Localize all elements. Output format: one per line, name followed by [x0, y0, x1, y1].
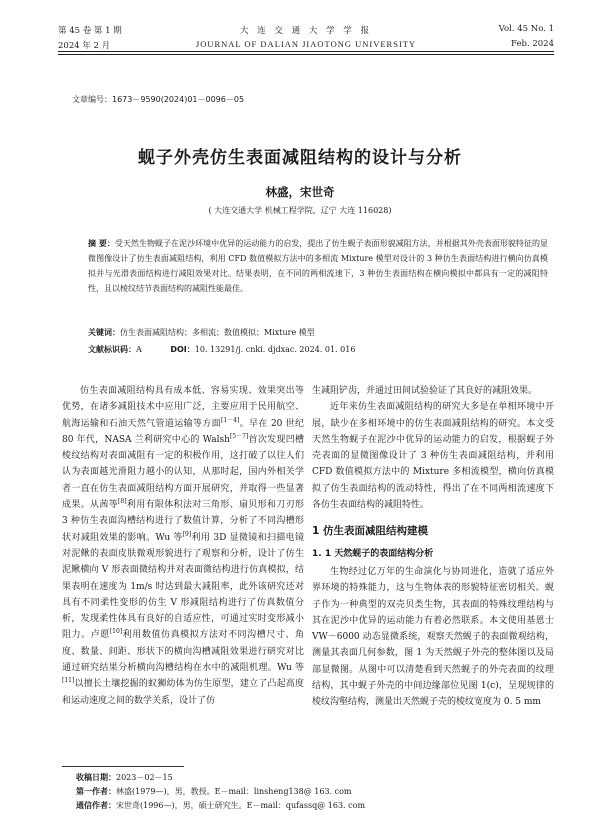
- header-rule-thin: [58, 54, 554, 55]
- affiliation: ( 大连交通大学 机械工程学院，辽宁 大连 116028): [208, 206, 392, 215]
- text-run: 利用数值仿真模拟方法对不同沟槽尺寸、角度、数量、间距、形状下的横向沟槽减阻效果进行研究对比通过研究结果分析横向沟槽结构在水中的减阻机理。Wu 等: [62, 630, 304, 674]
- body-column-right: [312, 383, 554, 711]
- citation: [8]: [118, 498, 127, 506]
- received-date: 2023－02－15: [116, 773, 173, 782]
- footnote-received: [76, 772, 173, 783]
- paper-title: 蚬子外壳仿生表面减阻结构的设计与分析: [138, 148, 462, 168]
- text-run: 利用有限体积法对三角形、扇贝形和刀刃形 3 种仿生表面沟槽结构进行了数值计算，分析了不同沟槽形状对减阻效果的影响。Wu 等: [62, 500, 304, 543]
- corr-author-label: 通信作者：: [76, 801, 116, 810]
- received-label: 收稿日期：: [76, 773, 116, 782]
- first-author-info: 林盛(1979—)，男，教授。E－mail：linsheng138@ 163. com: [116, 787, 352, 796]
- doi-value: 10. 13291/j. cnki. djdxac. 2024. 01. 016: [194, 345, 356, 354]
- paragraph: [62, 383, 304, 709]
- volume-en: Vol. 45 No. 1: [498, 24, 554, 34]
- keywords: [88, 327, 315, 338]
- citation: [11]: [62, 677, 75, 685]
- footnote-rule: [62, 766, 184, 767]
- body-column-left: [62, 383, 304, 709]
- doi-label: DOI：: [170, 345, 195, 354]
- subsection-heading: 1. 1 天然蚬子的表面结构分析: [312, 548, 434, 559]
- abstract-text: 受天然生物蚬子在泥沙环境中优异的运动能力的启发，提出了仿生蚬子表面形貌减阻方法，并根据其外壳表面形貌特征的显微图像设计了仿生表面减阻结构，利用 CFD 数值模拟方法中的多相流 Mixture 模型对设计的 3 种仿生表面结构进行横向仿真模拟并与光滑表面结构进行减阻效果对比。结果表明，在不同的两相流速下，3 种仿生表面结构在横向模拟中都具有一定的减阻特性，且以棱纹结节表面结构的减阻性能最佳。: [88, 239, 548, 293]
- date-en: Feb. 2024: [511, 39, 554, 49]
- volume-cn: 第 45 卷 第 1 期: [58, 26, 122, 36]
- citation: [5－7]: [229, 432, 249, 440]
- keywords-label: 关键词：: [88, 328, 120, 337]
- corr-author-info: 宋世奇(1996—)，男，硕士研究生。E－mail：qufassq@ 163. com: [116, 801, 366, 810]
- journal-name-en: JOURNAL OF DALIAN JIAOTONG UNIVERSITY: [195, 39, 417, 49]
- footnote-corresponding-author: [76, 800, 365, 811]
- abstract: [88, 236, 548, 296]
- article-number: 文章编号：1673－9590(2024)01－0096－05: [72, 95, 245, 104]
- text-run: 。早在 20 世纪 80 年代，NASA 兰利研究中心的 Walsh: [62, 418, 304, 445]
- section-heading: 1 仿生表面减阻结构建模: [312, 525, 428, 538]
- text-run: 仿生表面减阻结构具有成本低、容易实现、效果突出等优势，在诸多减阻技术中应用广泛，主要应用于民用航空、航海运输和石油天然气管道运输等方面: [62, 386, 304, 429]
- doc-code-label: 文献标识码：: [88, 345, 136, 354]
- citation: [1－4]: [221, 416, 240, 424]
- doc-code-value: A: [136, 345, 142, 354]
- citation: [9]: [182, 530, 192, 538]
- paragraph: 近年来仿生表面减阻结构的研究大多是在单相环境中开展，缺少在多相环境中的仿生表面减阻结构的研究。本文受天然生物蚬子在泥沙中优异的运动能力的启发，根据蚬子外壳表面的显微图像设计了 3 种仿生表面减阻结构，并利用 CFD 数值模拟方法中的 Mixture 多相流模型，横向仿真模拟了仿生表面结构的流动特性，得出了在不同两相流速度下各仿生表面结构的减阻特性。: [312, 402, 554, 511]
- running-header: [58, 24, 554, 66]
- first-author-label: 第一作者：: [76, 787, 116, 796]
- text-run: 首次发现凹槽棱纹结构对表面减阻有一定的积极作用，这打破了以往人们认为表面越光滑阻力越小的认知，从那时起，国内外相关学者一直在仿生表面减阻结构方面开展研究，并取得一些显著成果。从茜等: [62, 434, 304, 511]
- journal-name-cn: 大 连 交 通 大 学 学 报: [240, 26, 372, 36]
- paragraph: 生物经过亿万年的生命演化与协同进化，造就了适应外界环境的特殊能力，这与生物体表的形貌特征密切相关。蚬子作为一种典型的双壳贝类生物，其表面的特殊纹理结构与其在泥沙中优异的运动能力有着必然联系。本文使用基恩士 VW－6000 动态显微系统，观察天然蚬子的表面微观结构，测量其表面几何参数，图 1 为天然蚬子外壳的整体图以及局部显微图。从图中可以清楚看到天然蚬子的外壳表面的纹理结构，其中蚬子外壳的中间边缘部位见图 1(c)，呈现规律的棱纹沟壑结构，测量出天然蚬子壳的棱纹宽度为 0. 5 mm: [312, 566, 554, 708]
- header-rule-thick: [58, 51, 554, 52]
- text-run: 以擅长土壤挖掘的蚁狮幼体为仿生原型，建立了凸起高度和运动速度之间的数学关系，设计了仿: [62, 679, 304, 706]
- text-run: 利用 3D 显微镜和扫描电镜对泥鳅的表面皮肤微观形貌进行了观察和分析，设计了仿生泥鳅横向 V 形表面微结构并对表面微结构进行仿真模拟，结果表明在速度为 1m/s 时达到最大减阻率，此外该研究还对具有不同柔性变形的仿生 V 形减阻结构进行了仿真数值分析，发现柔性体具有良好的自适应性，可通过实时变形减小阻力。卢愿: [62, 532, 304, 641]
- citation: [10]: [109, 628, 123, 636]
- footnote-first-author: [76, 786, 352, 797]
- paragraph: 生减阻铲齿，并通过田间试验验证了其良好的减阻效果。: [312, 386, 538, 396]
- abstract-label: 摘 要：: [88, 239, 115, 248]
- date-cn: 2024 年 2 月: [58, 41, 111, 51]
- keywords-text: 仿生表面减阻结构；多相流；数值模拟；Mixture 模型: [120, 328, 315, 337]
- authors: 林盛，宋世奇: [265, 185, 335, 199]
- document-code: [88, 344, 355, 355]
